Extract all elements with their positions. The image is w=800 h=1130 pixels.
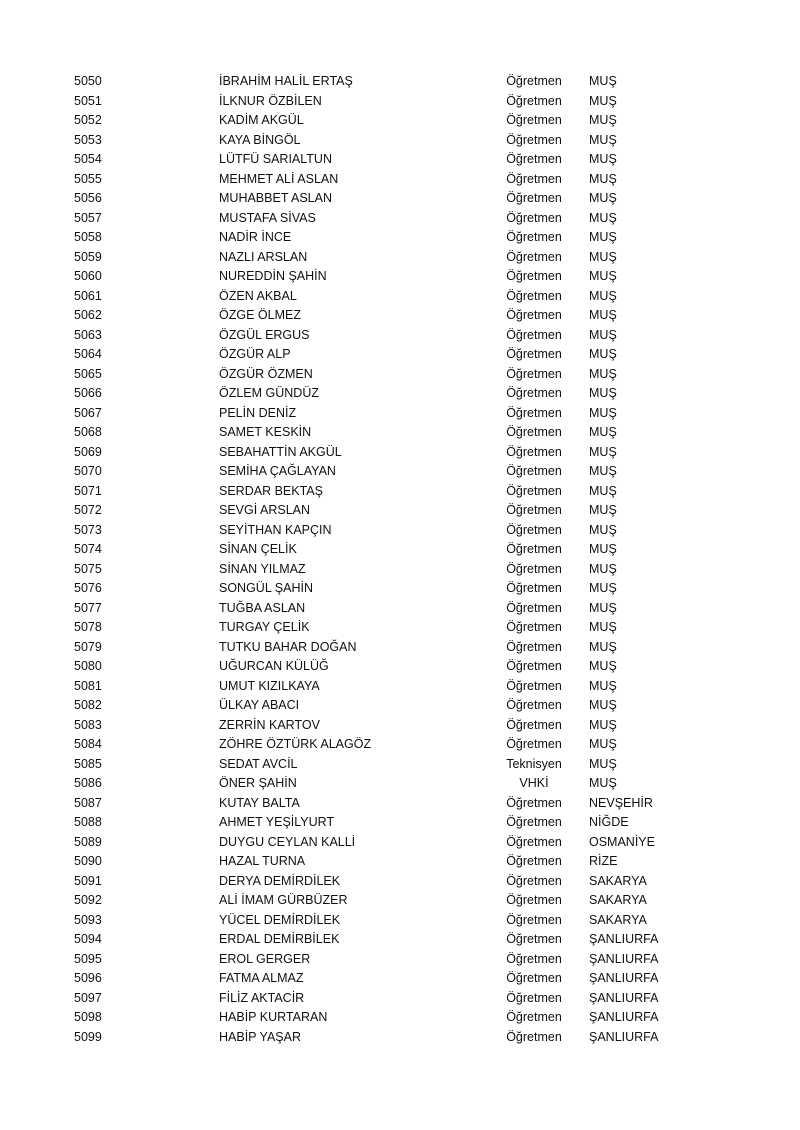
person-city: OSMANİYE xyxy=(589,834,655,849)
person-role: Öğretmen xyxy=(506,1010,562,1024)
row-number: 5079 xyxy=(74,639,102,654)
table-row xyxy=(0,989,800,1009)
table-row xyxy=(0,189,800,209)
person-role: Öğretmen xyxy=(506,873,562,888)
person-role: Öğretmen xyxy=(506,659,562,673)
person-role: Öğretmen xyxy=(506,815,562,829)
person-city: MUŞ xyxy=(589,74,617,88)
table-row xyxy=(0,248,800,268)
person-city: MUŞ xyxy=(589,522,617,537)
person-role: Öğretmen xyxy=(506,912,562,927)
person-role: Öğretmen xyxy=(506,152,562,166)
person-city: MUŞ xyxy=(589,230,617,244)
person-name: SAMET KESKİN xyxy=(219,425,312,439)
table-row xyxy=(0,833,800,853)
person-role: Öğretmen xyxy=(506,113,562,127)
row-number: 5057 xyxy=(74,210,102,225)
row-number: 5093 xyxy=(74,912,102,927)
person-name: KUTAY BALTA xyxy=(219,795,300,810)
row-number: 5071 xyxy=(74,483,102,498)
person-role: Öğretmen xyxy=(506,93,562,108)
person-city: ŞANLIURFA xyxy=(589,932,659,946)
person-name: SEBAHATTİN AKGÜL xyxy=(219,444,342,459)
row-number: 5064 xyxy=(74,347,102,361)
table-row xyxy=(0,930,800,950)
person-city: MUŞ xyxy=(589,561,617,576)
person-role: Öğretmen xyxy=(506,834,562,849)
person-city: MUŞ xyxy=(589,717,617,732)
table-row xyxy=(0,950,800,970)
person-city: MUŞ xyxy=(589,288,617,303)
table-row xyxy=(0,813,800,833)
person-role: Öğretmen xyxy=(506,464,562,478)
person-city: SAKARYA xyxy=(589,912,647,927)
person-name: TURGAY ÇELİK xyxy=(219,620,310,634)
person-role: Öğretmen xyxy=(506,561,562,576)
row-number: 5097 xyxy=(74,990,102,1005)
person-name: SONGÜL ŞAHİN xyxy=(219,581,314,595)
person-name: NUREDDİN ŞAHİN xyxy=(219,269,327,283)
row-number: 5056 xyxy=(74,191,102,205)
person-city: MUŞ xyxy=(589,600,617,615)
row-number: 5050 xyxy=(74,74,102,88)
row-number: 5095 xyxy=(74,951,102,966)
person-city: MUŞ xyxy=(589,483,617,498)
person-name: ÖZLEM GÜNDÜZ xyxy=(219,386,319,400)
person-city: MUŞ xyxy=(589,698,617,712)
person-name: ALİ İMAM GÜRBÜZER xyxy=(219,893,348,907)
person-role: Öğretmen xyxy=(506,581,562,595)
row-number: 5094 xyxy=(74,932,102,946)
person-name: ÜLKAY ABACI xyxy=(219,698,300,712)
person-city: MUŞ xyxy=(589,366,617,381)
row-number: 5058 xyxy=(74,230,102,244)
row-number: 5068 xyxy=(74,425,102,439)
person-role: Öğretmen xyxy=(506,932,562,946)
row-number: 5087 xyxy=(74,795,102,810)
person-city: ŞANLIURFA xyxy=(589,990,659,1005)
person-city: MUŞ xyxy=(589,93,617,108)
person-name: FATMA ALMAZ xyxy=(219,971,304,985)
row-number: 5088 xyxy=(74,815,102,829)
person-city: MUŞ xyxy=(589,737,617,751)
person-role: Öğretmen xyxy=(506,678,562,693)
person-city: MUŞ xyxy=(589,581,617,595)
row-number: 5078 xyxy=(74,620,102,634)
table-row xyxy=(0,443,800,463)
person-role: Öğretmen xyxy=(506,425,562,439)
person-name: ÖZEN AKBAL xyxy=(219,288,297,303)
person-name: MUSTAFA SİVAS xyxy=(219,210,316,225)
table-row xyxy=(0,423,800,443)
row-number: 5077 xyxy=(74,600,102,615)
person-city: SAKARYA xyxy=(589,873,647,888)
person-name: YÜCEL DEMİRDİLEK xyxy=(219,912,341,927)
person-city: RİZE xyxy=(589,854,618,868)
row-number: 5053 xyxy=(74,132,102,147)
person-city: MUŞ xyxy=(589,210,617,225)
table-row xyxy=(0,404,800,424)
row-number: 5082 xyxy=(74,698,102,712)
person-city: NİĞDE xyxy=(589,815,629,829)
row-number: 5070 xyxy=(74,464,102,478)
person-city: ŞANLIURFA xyxy=(589,1010,659,1024)
person-role: Öğretmen xyxy=(506,288,562,303)
person-name: ZERRİN KARTOV xyxy=(219,717,320,732)
person-name: ÖZGÜR ÖZMEN xyxy=(219,366,313,381)
person-name: LÜTFÜ SARIALTUN xyxy=(219,152,332,166)
row-number: 5060 xyxy=(74,269,102,283)
person-role: Öğretmen xyxy=(506,737,562,751)
person-name: ÖZGÜR ALP xyxy=(219,347,291,361)
person-role: Öğretmen xyxy=(506,483,562,498)
row-number: 5074 xyxy=(74,542,102,556)
row-number: 5080 xyxy=(74,659,102,673)
table-row xyxy=(0,92,800,112)
person-name: SİNAN ÇELİK xyxy=(219,542,297,556)
person-name: ZÖHRE ÖZTÜRK ALAGÖZ xyxy=(219,737,372,751)
person-city: MUŞ xyxy=(589,113,617,127)
person-city: MUŞ xyxy=(589,269,617,283)
person-name: ÖZGE ÖLMEZ xyxy=(219,308,301,322)
table-row xyxy=(0,677,800,697)
person-name: MEHMET ALİ ASLAN xyxy=(219,171,339,186)
row-number: 5089 xyxy=(74,834,102,849)
table-row xyxy=(0,560,800,580)
row-number: 5073 xyxy=(74,522,102,537)
person-role: Öğretmen xyxy=(506,327,562,342)
table-row xyxy=(0,852,800,872)
person-role: Öğretmen xyxy=(506,405,562,420)
person-name: PELİN DENİZ xyxy=(219,405,297,420)
person-name: NADİR İNCE xyxy=(219,230,292,244)
person-role: Öğretmen xyxy=(506,210,562,225)
row-number: 5084 xyxy=(74,737,102,751)
person-role: Öğretmen xyxy=(506,74,562,88)
person-city: MUŞ xyxy=(589,249,617,264)
person-role: Öğretmen xyxy=(506,386,562,400)
table-row xyxy=(0,150,800,170)
person-name: SEYİTHAN KAPÇIN xyxy=(219,522,332,537)
row-number: 5099 xyxy=(74,1029,102,1044)
person-city: MUŞ xyxy=(589,152,617,166)
person-role: Öğretmen xyxy=(506,503,562,517)
table-row xyxy=(0,365,800,385)
person-role: Öğretmen xyxy=(506,444,562,459)
table-row xyxy=(0,599,800,619)
table-row xyxy=(0,345,800,365)
person-name: AHMET YEŞİLYURT xyxy=(219,815,335,829)
person-city: MUŞ xyxy=(589,542,617,556)
person-role: Öğretmen xyxy=(506,249,562,264)
person-name: DUYGU CEYLAN KALLİ xyxy=(219,834,356,849)
person-role: Öğretmen xyxy=(506,366,562,381)
row-number: 5059 xyxy=(74,249,102,264)
person-city: MUŞ xyxy=(589,327,617,342)
person-role: Öğretmen xyxy=(506,717,562,732)
person-name: ÖZGÜL ERGUS xyxy=(219,327,310,342)
table-row xyxy=(0,521,800,541)
table-row xyxy=(0,170,800,190)
row-number: 5085 xyxy=(74,756,102,771)
person-name: KADİM AKGÜL xyxy=(219,113,304,127)
table-row xyxy=(0,228,800,248)
person-role: Öğretmen xyxy=(506,1029,562,1044)
row-number: 5051 xyxy=(74,93,102,108)
table-row xyxy=(0,72,800,92)
person-name: ERDAL DEMİRBİLEK xyxy=(219,932,340,946)
row-number: 5098 xyxy=(74,1010,102,1024)
table-row xyxy=(0,891,800,911)
person-name: SEVGİ ARSLAN xyxy=(219,503,311,517)
row-number: 5086 xyxy=(74,776,102,790)
table-row xyxy=(0,111,800,131)
person-city: MUŞ xyxy=(589,678,617,693)
table-row xyxy=(0,794,800,814)
person-city: NEVŞEHİR xyxy=(589,795,653,810)
person-role: Öğretmen xyxy=(506,795,562,810)
personnel-list xyxy=(0,72,800,1047)
person-role: Öğretmen xyxy=(506,542,562,556)
person-name: İBRAHİM HALİL ERTAŞ xyxy=(219,74,353,88)
table-row xyxy=(0,540,800,560)
table-row xyxy=(0,384,800,404)
table-row xyxy=(0,1028,800,1048)
person-role: Teknisyen xyxy=(506,756,562,771)
person-role: Öğretmen xyxy=(506,990,562,1005)
person-role: Öğretmen xyxy=(506,308,562,322)
person-role: Öğretmen xyxy=(506,854,562,868)
table-row xyxy=(0,755,800,775)
table-row xyxy=(0,579,800,599)
table-row xyxy=(0,1008,800,1028)
table-row xyxy=(0,911,800,931)
person-city: ŞANLIURFA xyxy=(589,971,659,985)
table-row xyxy=(0,774,800,794)
person-city: MUŞ xyxy=(589,171,617,186)
person-name: UMUT KIZILKAYA xyxy=(219,678,320,693)
person-name: NAZLI ARSLAN xyxy=(219,249,308,264)
person-name: SERDAR BEKTAŞ xyxy=(219,483,323,498)
person-role: Öğretmen xyxy=(506,347,562,361)
row-number: 5055 xyxy=(74,171,102,186)
table-row xyxy=(0,872,800,892)
person-role: Öğretmen xyxy=(506,698,562,712)
person-role: Öğretmen xyxy=(506,269,562,283)
person-name: DERYA DEMİRDİLEK xyxy=(219,873,341,888)
person-role: Öğretmen xyxy=(506,132,562,147)
person-role: Öğretmen xyxy=(506,230,562,244)
person-name: KAYA BİNGÖL xyxy=(219,132,301,147)
person-name: TUĞBA ASLAN xyxy=(219,600,306,615)
table-row xyxy=(0,716,800,736)
person-city: MUŞ xyxy=(589,659,617,673)
row-number: 5062 xyxy=(74,308,102,322)
row-number: 5054 xyxy=(74,152,102,166)
person-role: Öğretmen xyxy=(506,171,562,186)
person-role: Öğretmen xyxy=(506,191,562,205)
person-name: TUTKU BAHAR DOĞAN xyxy=(219,639,357,654)
table-row xyxy=(0,638,800,658)
person-role: Öğretmen xyxy=(506,620,562,634)
person-city: MUŞ xyxy=(589,503,617,517)
person-name: UĞURCAN KÜLÜĞ xyxy=(219,659,329,673)
table-row xyxy=(0,501,800,521)
row-number: 5096 xyxy=(74,971,102,985)
table-row xyxy=(0,131,800,151)
table-row xyxy=(0,735,800,755)
row-number: 5061 xyxy=(74,288,102,303)
row-number: 5069 xyxy=(74,444,102,459)
person-name: SİNAN YILMAZ xyxy=(219,561,306,576)
person-city: MUŞ xyxy=(589,756,617,771)
row-number: 5052 xyxy=(74,113,102,127)
table-row xyxy=(0,287,800,307)
person-city: MUŞ xyxy=(589,776,617,790)
person-role: Öğretmen xyxy=(506,971,562,985)
table-row xyxy=(0,209,800,229)
row-number: 5065 xyxy=(74,366,102,381)
person-role: Öğretmen xyxy=(506,951,562,966)
person-city: ŞANLIURFA xyxy=(589,951,659,966)
row-number: 5072 xyxy=(74,503,102,517)
person-role: Öğretmen xyxy=(506,639,562,654)
person-city: MUŞ xyxy=(589,308,617,322)
person-name: İLKNUR ÖZBİLEN xyxy=(219,93,322,108)
person-name: HABİP YAŞAR xyxy=(219,1029,301,1044)
person-name: SEDAT AVCİL xyxy=(219,756,298,771)
person-city: MUŞ xyxy=(589,386,617,400)
table-row xyxy=(0,657,800,677)
row-number: 5091 xyxy=(74,873,102,888)
row-number: 5076 xyxy=(74,581,102,595)
table-row xyxy=(0,482,800,502)
person-city: ŞANLIURFA xyxy=(589,1029,659,1044)
row-number: 5066 xyxy=(74,386,102,400)
person-city: MUŞ xyxy=(589,132,617,147)
person-role: VHKİ xyxy=(519,776,549,790)
person-city: MUŞ xyxy=(589,639,617,654)
row-number: 5092 xyxy=(74,893,102,907)
person-role: Öğretmen xyxy=(506,522,562,537)
table-row xyxy=(0,306,800,326)
person-name: EROL GERGER xyxy=(219,951,311,966)
person-city: MUŞ xyxy=(589,425,617,439)
person-name: HAZAL TURNA xyxy=(219,854,306,868)
person-name: ÖNER ŞAHİN xyxy=(219,776,297,790)
table-row xyxy=(0,618,800,638)
person-city: MUŞ xyxy=(589,444,617,459)
table-row xyxy=(0,462,800,482)
row-number: 5067 xyxy=(74,405,102,420)
row-number: 5081 xyxy=(74,678,102,693)
table-row xyxy=(0,969,800,989)
person-name: HABİP KURTARAN xyxy=(219,1010,328,1024)
person-city: MUŞ xyxy=(589,347,617,361)
person-city: MUŞ xyxy=(589,405,617,420)
table-row xyxy=(0,696,800,716)
row-number: 5083 xyxy=(74,717,102,732)
person-name: FİLİZ AKTACİR xyxy=(219,990,305,1005)
table-row xyxy=(0,326,800,346)
person-role: Öğretmen xyxy=(506,893,562,907)
person-city: SAKARYA xyxy=(589,893,647,907)
person-city: MUŞ xyxy=(589,620,617,634)
person-name: SEMİHA ÇAĞLAYAN xyxy=(219,464,336,478)
table-row xyxy=(0,267,800,287)
row-number: 5063 xyxy=(74,327,102,342)
row-number: 5090 xyxy=(74,854,102,868)
row-number: 5075 xyxy=(74,561,102,576)
person-city: MUŞ xyxy=(589,191,617,205)
person-city: MUŞ xyxy=(589,464,617,478)
person-name: MUHABBET ASLAN xyxy=(219,191,333,205)
person-role: Öğretmen xyxy=(506,600,562,615)
